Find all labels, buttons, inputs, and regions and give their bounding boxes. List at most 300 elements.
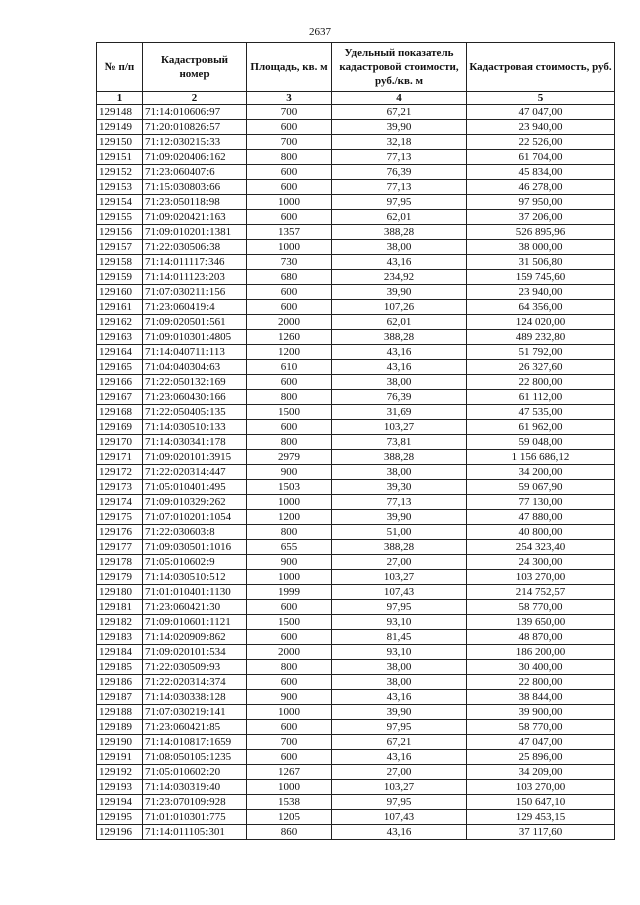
cell-unit-value: 62,01 [332,210,467,225]
cell-area: 600 [247,600,332,615]
cell-cadastral-number: 71:09:020501:561 [143,315,247,330]
cell-cadastral-value: 34 209,00 [467,765,615,780]
cell-cadastral-number: 71:05:010401:495 [143,480,247,495]
column-number: 4 [332,92,467,105]
cell-cadastral-number: 71:14:020909:862 [143,630,247,645]
cell-cadastral-number: 71:05:010602:20 [143,765,247,780]
cell-area: 800 [247,525,332,540]
cell-area: 600 [247,750,332,765]
cell-area: 730 [247,255,332,270]
cell-row-number: 129152 [97,165,143,180]
cell-row-number: 129159 [97,270,143,285]
table-row [97,420,615,435]
cell-cadastral-number: 71:09:010601:1121 [143,615,247,630]
cell-cadastral-value: 38 000,00 [467,240,615,255]
table-row [97,540,615,555]
table-row [97,570,615,585]
cell-cadastral-value: 489 232,80 [467,330,615,345]
cell-cadastral-value: 37 206,00 [467,210,615,225]
table-row [97,300,615,315]
table-row [97,765,615,780]
cell-unit-value: 93,10 [332,615,467,630]
cell-area: 700 [247,105,332,120]
cell-cadastral-number: 71:14:030510:133 [143,420,247,435]
cell-row-number: 129195 [97,810,143,825]
cell-row-number: 129187 [97,690,143,705]
table-row [97,150,615,165]
cell-row-number: 129158 [97,255,143,270]
cell-cadastral-number: 71:04:040304:63 [143,360,247,375]
cell-area: 600 [247,285,332,300]
cell-area: 800 [247,660,332,675]
cell-cadastral-number: 71:01:010301:775 [143,810,247,825]
cell-unit-value: 27,00 [332,765,467,780]
table-row [97,165,615,180]
cell-unit-value: 103,27 [332,420,467,435]
cell-cadastral-number: 71:07:030219:141 [143,705,247,720]
table-row [97,255,615,270]
header-area: Площадь, кв. м [247,43,332,92]
cell-row-number: 129166 [97,375,143,390]
cell-row-number: 129191 [97,750,143,765]
cell-cadastral-number: 71:14:010606:97 [143,105,247,120]
table-row [97,720,615,735]
cell-unit-value: 67,21 [332,735,467,750]
cell-row-number: 129174 [97,495,143,510]
cell-area: 860 [247,825,332,840]
cell-cadastral-number: 71:05:010602:9 [143,555,247,570]
cell-cadastral-number: 71:23:060421:85 [143,720,247,735]
table-row [97,705,615,720]
cell-unit-value: 76,39 [332,390,467,405]
cell-unit-value: 77,13 [332,495,467,510]
cell-unit-value: 32,18 [332,135,467,150]
cell-cadastral-value: 58 770,00 [467,720,615,735]
cell-area: 610 [247,360,332,375]
cell-cadastral-value: 31 506,80 [467,255,615,270]
cell-unit-value: 97,95 [332,720,467,735]
column-number: 5 [467,92,615,105]
table-row [97,390,615,405]
cell-cadastral-value: 47 047,00 [467,735,615,750]
cell-cadastral-number: 71:14:010817:1659 [143,735,247,750]
cell-cadastral-number: 71:23:060430:166 [143,390,247,405]
cell-row-number: 129185 [97,660,143,675]
cell-cadastral-number: 71:01:010401:1130 [143,585,247,600]
cell-cadastral-value: 97 950,00 [467,195,615,210]
cell-cadastral-number: 71:23:070109:928 [143,795,247,810]
cell-cadastral-number: 71:09:010201:1381 [143,225,247,240]
cell-cadastral-value: 47 880,00 [467,510,615,525]
cell-cadastral-value: 103 270,00 [467,780,615,795]
cell-cadastral-value: 59 048,00 [467,435,615,450]
cell-cadastral-number: 71:15:030803:66 [143,180,247,195]
cell-area: 1357 [247,225,332,240]
cell-unit-value: 38,00 [332,675,467,690]
cell-row-number: 129171 [97,450,143,465]
cell-cadastral-value: 22 526,00 [467,135,615,150]
cell-cadastral-number: 71:09:020101:3915 [143,450,247,465]
cell-cadastral-value: 51 792,00 [467,345,615,360]
table-row [97,405,615,420]
cell-area: 1267 [247,765,332,780]
column-number: 2 [143,92,247,105]
table-row [97,465,615,480]
cell-row-number: 129170 [97,435,143,450]
cell-cadastral-value: 61 112,00 [467,390,615,405]
cell-area: 600 [247,180,332,195]
cell-row-number: 129180 [97,585,143,600]
cell-cadastral-value: 22 800,00 [467,675,615,690]
cell-unit-value: 77,13 [332,180,467,195]
cell-row-number: 129183 [97,630,143,645]
cell-unit-value: 76,39 [332,165,467,180]
cell-area: 1000 [247,705,332,720]
cell-cadastral-value: 23 940,00 [467,120,615,135]
cell-cadastral-value: 129 453,15 [467,810,615,825]
table-row [97,555,615,570]
table-row [97,735,615,750]
cell-cadastral-number: 71:14:040711:113 [143,345,247,360]
cell-row-number: 129196 [97,825,143,840]
table-body [97,105,615,840]
cell-row-number: 129182 [97,615,143,630]
cell-cadastral-number: 71:09:020421:163 [143,210,247,225]
cell-row-number: 129167 [97,390,143,405]
table-row [97,600,615,615]
cell-area: 900 [247,690,332,705]
cell-cadastral-number: 71:23:060419:4 [143,300,247,315]
cell-cadastral-value: 59 067,90 [467,480,615,495]
cell-cadastral-number: 71:23:050118:98 [143,195,247,210]
table-row [97,690,615,705]
cell-cadastral-number: 71:22:020314:374 [143,675,247,690]
cell-area: 600 [247,375,332,390]
cell-unit-value: 73,81 [332,435,467,450]
cell-unit-value: 43,16 [332,345,467,360]
cell-cadastral-number: 71:22:030509:93 [143,660,247,675]
cell-cadastral-value: 23 940,00 [467,285,615,300]
cell-unit-value: 38,00 [332,660,467,675]
cell-cadastral-number: 71:22:030603:8 [143,525,247,540]
table-row [97,750,615,765]
table-row [97,240,615,255]
cell-area: 2979 [247,450,332,465]
cell-row-number: 129161 [97,300,143,315]
cell-row-number: 129192 [97,765,143,780]
cell-area: 1000 [247,240,332,255]
cell-row-number: 129155 [97,210,143,225]
cell-row-number: 129194 [97,795,143,810]
table-row [97,795,615,810]
cell-cadastral-number: 71:22:050132:169 [143,375,247,390]
cell-cadastral-number: 71:14:030319:40 [143,780,247,795]
table-row [97,585,615,600]
cell-area: 655 [247,540,332,555]
cell-area: 800 [247,435,332,450]
cell-row-number: 129157 [97,240,143,255]
cell-cadastral-value: 45 834,00 [467,165,615,180]
cell-cadastral-number: 71:14:030338:128 [143,690,247,705]
table-row [97,180,615,195]
cell-row-number: 129181 [97,600,143,615]
cell-cadastral-number: 71:07:030211:156 [143,285,247,300]
cell-cadastral-value: 1 156 686,12 [467,450,615,465]
cell-cadastral-value: 47 535,00 [467,405,615,420]
cell-row-number: 129172 [97,465,143,480]
cell-unit-value: 51,00 [332,525,467,540]
cell-cadastral-number: 71:07:010201:1054 [143,510,247,525]
cell-row-number: 129154 [97,195,143,210]
cell-unit-value: 39,90 [332,120,467,135]
cell-area: 1000 [247,780,332,795]
cell-cadastral-number: 71:08:050105:1235 [143,750,247,765]
cell-area: 1538 [247,795,332,810]
table-row [97,210,615,225]
cell-cadastral-value: 24 300,00 [467,555,615,570]
cell-area: 700 [247,735,332,750]
cell-row-number: 129179 [97,570,143,585]
cell-row-number: 129177 [97,540,143,555]
table-row [97,375,615,390]
cell-cadastral-value: 37 117,60 [467,825,615,840]
cell-row-number: 129150 [97,135,143,150]
cell-cadastral-number: 71:14:011117:346 [143,255,247,270]
cell-cadastral-value: 39 900,00 [467,705,615,720]
cell-row-number: 129186 [97,675,143,690]
cell-cadastral-value: 22 800,00 [467,375,615,390]
cell-cadastral-value: 25 896,00 [467,750,615,765]
cell-unit-value: 39,30 [332,480,467,495]
cell-unit-value: 31,69 [332,405,467,420]
cell-unit-value: 39,90 [332,285,467,300]
table-row [97,525,615,540]
cell-unit-value: 38,00 [332,465,467,480]
cell-row-number: 129163 [97,330,143,345]
cell-area: 680 [247,270,332,285]
cell-area: 1500 [247,615,332,630]
cell-unit-value: 27,00 [332,555,467,570]
column-number: 3 [247,92,332,105]
cell-cadastral-value: 34 200,00 [467,465,615,480]
cell-row-number: 129178 [97,555,143,570]
cell-row-number: 129184 [97,645,143,660]
table-row [97,450,615,465]
cell-unit-value: 39,90 [332,705,467,720]
column-number: 1 [97,92,143,105]
table-row [97,480,615,495]
cell-cadastral-number: 71:23:060407:6 [143,165,247,180]
cell-area: 1999 [247,585,332,600]
cell-area: 1000 [247,570,332,585]
cell-row-number: 129151 [97,150,143,165]
table-row [97,660,615,675]
table-row [97,645,615,660]
cell-unit-value: 234,92 [332,270,467,285]
cell-area: 2000 [247,645,332,660]
cell-cadastral-number: 71:22:030506:38 [143,240,247,255]
cell-unit-value: 43,16 [332,750,467,765]
cell-unit-value: 388,28 [332,540,467,555]
cell-cadastral-value: 526 895,96 [467,225,615,240]
cell-cadastral-number: 71:09:030501:1016 [143,540,247,555]
cell-cadastral-value: 103 270,00 [467,570,615,585]
cell-area: 600 [247,165,332,180]
cell-cadastral-number: 71:20:010826:57 [143,120,247,135]
cell-unit-value: 43,16 [332,825,467,840]
cell-cadastral-value: 64 356,00 [467,300,615,315]
cell-cadastral-number: 71:09:010329:262 [143,495,247,510]
header-unit-value: Удельный показатель кадастровой стоимости, руб./кв. м [332,43,467,92]
cell-cadastral-value: 38 844,00 [467,690,615,705]
cell-unit-value: 388,28 [332,330,467,345]
column-number-row [97,92,615,105]
cell-cadastral-value: 77 130,00 [467,495,615,510]
cell-unit-value: 38,00 [332,240,467,255]
table-row [97,330,615,345]
cell-unit-value: 107,43 [332,585,467,600]
cell-cadastral-number: 71:12:030215:33 [143,135,247,150]
cell-cadastral-value: 214 752,57 [467,585,615,600]
table-row [97,315,615,330]
page-number: 2637 [309,26,331,38]
cell-area: 600 [247,420,332,435]
cell-unit-value: 43,16 [332,690,467,705]
table-row [97,495,615,510]
cell-row-number: 129165 [97,360,143,375]
cell-area: 1000 [247,495,332,510]
cell-cadastral-value: 61 704,00 [467,150,615,165]
cell-unit-value: 81,45 [332,630,467,645]
cell-cadastral-number: 71:14:011105:301 [143,825,247,840]
table-row [97,630,615,645]
cadastral-value-table [96,42,615,840]
cell-cadastral-number: 71:14:030510:512 [143,570,247,585]
cell-unit-value: 388,28 [332,225,467,240]
cell-cadastral-value: 47 047,00 [467,105,615,120]
cell-cadastral-number: 71:09:010301:4805 [143,330,247,345]
cell-area: 600 [247,300,332,315]
cell-cadastral-number: 71:09:020101:534 [143,645,247,660]
cell-cadastral-value: 40 800,00 [467,525,615,540]
table-row [97,825,615,840]
table-row [97,810,615,825]
cell-unit-value: 107,26 [332,300,467,315]
cell-unit-value: 97,95 [332,795,467,810]
cell-unit-value: 62,01 [332,315,467,330]
cell-cadastral-value: 254 323,40 [467,540,615,555]
cell-cadastral-value: 46 278,00 [467,180,615,195]
cell-row-number: 129162 [97,315,143,330]
cell-row-number: 129189 [97,720,143,735]
cell-cadastral-number: 71:14:030341:178 [143,435,247,450]
header-row-number: № п/п [97,43,143,92]
cell-row-number: 129164 [97,345,143,360]
cell-cadastral-number: 71:22:020314:447 [143,465,247,480]
cell-area: 1500 [247,405,332,420]
cell-unit-value: 97,95 [332,600,467,615]
cell-row-number: 129148 [97,105,143,120]
cell-area: 1000 [247,195,332,210]
cell-unit-value: 93,10 [332,645,467,660]
cell-cadastral-value: 124 020,00 [467,315,615,330]
cell-cadastral-number: 71:09:020406:162 [143,150,247,165]
cell-row-number: 129160 [97,285,143,300]
cell-cadastral-number: 71:22:050405:135 [143,405,247,420]
cell-area: 2000 [247,315,332,330]
table-row [97,675,615,690]
cell-row-number: 129149 [97,120,143,135]
cell-unit-value: 39,90 [332,510,467,525]
table-row [97,615,615,630]
cell-unit-value: 43,16 [332,360,467,375]
cell-unit-value: 43,16 [332,255,467,270]
cell-row-number: 129153 [97,180,143,195]
cell-unit-value: 103,27 [332,570,467,585]
cell-unit-value: 388,28 [332,450,467,465]
header-cadastral-value: Кадастровая стоимость, руб. [467,43,615,92]
cell-cadastral-value: 58 770,00 [467,600,615,615]
cell-area: 600 [247,720,332,735]
cell-area: 600 [247,210,332,225]
cell-row-number: 129173 [97,480,143,495]
cell-area: 700 [247,135,332,150]
table-row [97,510,615,525]
cell-row-number: 129176 [97,525,143,540]
cell-cadastral-value: 48 870,00 [467,630,615,645]
cell-area: 1200 [247,510,332,525]
cell-area: 800 [247,390,332,405]
cell-area: 1260 [247,330,332,345]
table-row [97,135,615,150]
cell-area: 1205 [247,810,332,825]
cell-row-number: 129193 [97,780,143,795]
cell-row-number: 129188 [97,705,143,720]
table-row [97,270,615,285]
cell-row-number: 129190 [97,735,143,750]
cell-cadastral-number: 71:23:060421:30 [143,600,247,615]
cell-row-number: 129168 [97,405,143,420]
table-header-row [97,43,615,92]
cell-cadastral-value: 139 650,00 [467,615,615,630]
cell-area: 800 [247,150,332,165]
cell-cadastral-value: 61 962,00 [467,420,615,435]
cell-unit-value: 103,27 [332,780,467,795]
cell-cadastral-value: 30 400,00 [467,660,615,675]
cell-row-number: 129169 [97,420,143,435]
table-row [97,345,615,360]
cell-row-number: 129156 [97,225,143,240]
cell-area: 1200 [247,345,332,360]
cell-area: 600 [247,120,332,135]
table-row [97,360,615,375]
cell-unit-value: 38,00 [332,375,467,390]
cell-unit-value: 77,13 [332,150,467,165]
cell-cadastral-value: 186 200,00 [467,645,615,660]
cell-row-number: 129175 [97,510,143,525]
header-cadastral-number: Кадастровый номер [143,43,247,92]
table-row [97,780,615,795]
cell-cadastral-value: 26 327,60 [467,360,615,375]
cell-area: 900 [247,465,332,480]
cell-area: 600 [247,630,332,645]
cell-cadastral-value: 159 745,60 [467,270,615,285]
table-row [97,225,615,240]
cell-cadastral-value: 150 647,10 [467,795,615,810]
table-row [97,120,615,135]
table-row [97,435,615,450]
cell-area: 900 [247,555,332,570]
